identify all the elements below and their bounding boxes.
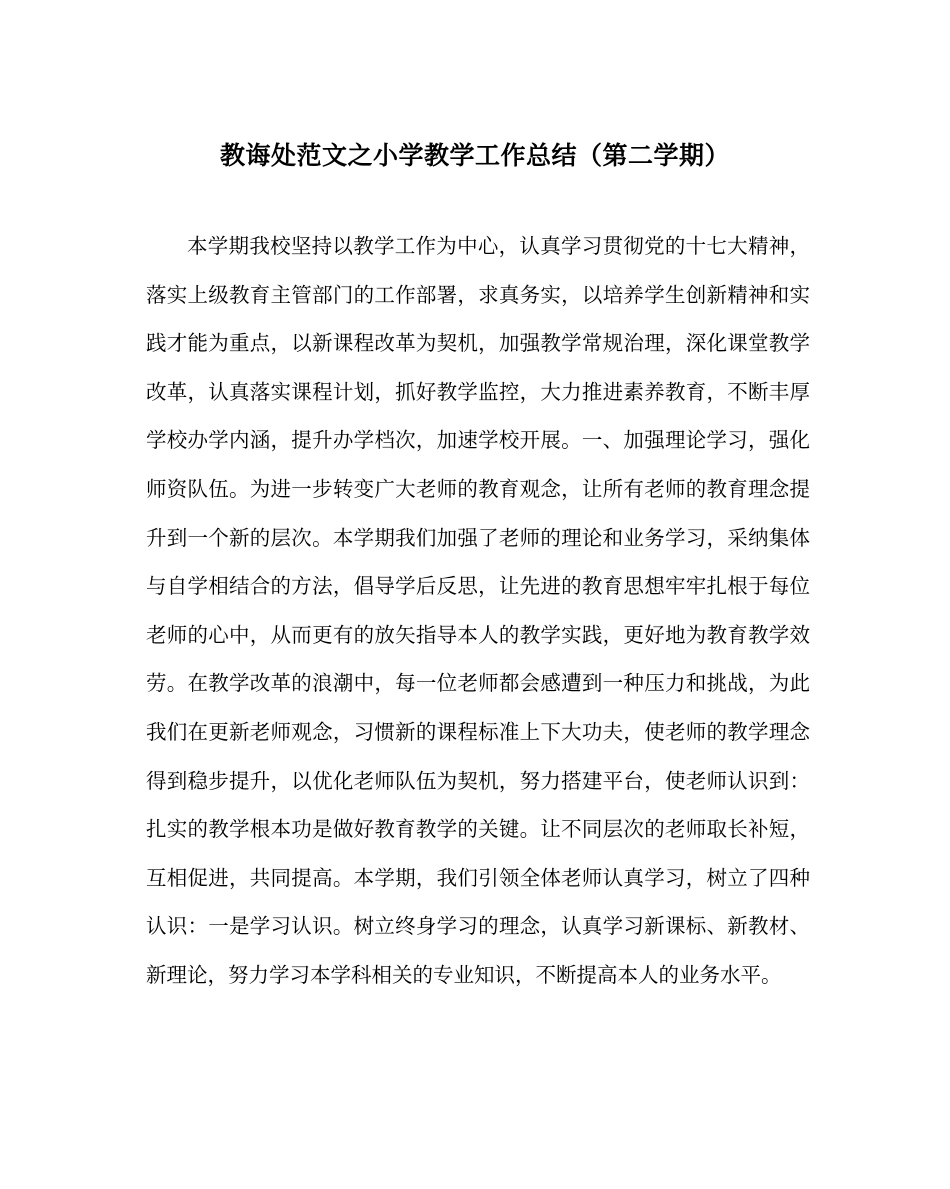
body-paragraph: 本学期我校坚持以教学工作为中心，认真学习贯彻党的十七大精神，落实上级教育主管部门的工作部署，求真务实，以培养学生创新精神和实践才能为重点，以新课程改革为契机，加强教学常规治理，深化课堂教学改革，认真落实课程计划，抓好教学监控，大力推进素养教育，不断丰厚学校办学内涵，提升办学档次，加速学校开展。一、加强理论学习，强化师资队伍。为进一步转变广大老师的教育观念，让所有老师的教育理念提升到一个新的层次。本学期我们加强了老师的理论和业务学习，采纳集体与自学相结合的方法，倡导学后反思，让先进的教育思想牢牢扎根于每位老师的心中，从而更有的放矢指导本人的教学实践，更好地为教育教学效劳。在教学改革的浪潮中，每一位老师都会感遭到一种压力和挑战，为此我们在更新老师观念，习惯新的课程标准上下大功夫，使老师的教学理念得到稳步提升，以优化老师队伍为契机，努力搭建平台，使老师认识到：扎实的教学根本功是做好教育教学的关键。让不同层次的老师取长补短，互相促进，共同提高。本学期，我们引领全体老师认真学习，树立了四种认识：一是学习认识。树立终身学习的理念，认真学习新课标、新教材、新理论，努力学习本学科相关的专业知识，不断提高本人的业务水平。 xyxy=(146,234,810,987)
document-title: 教诲处范文之小学教学工作总结（第二学期） xyxy=(219,141,730,170)
